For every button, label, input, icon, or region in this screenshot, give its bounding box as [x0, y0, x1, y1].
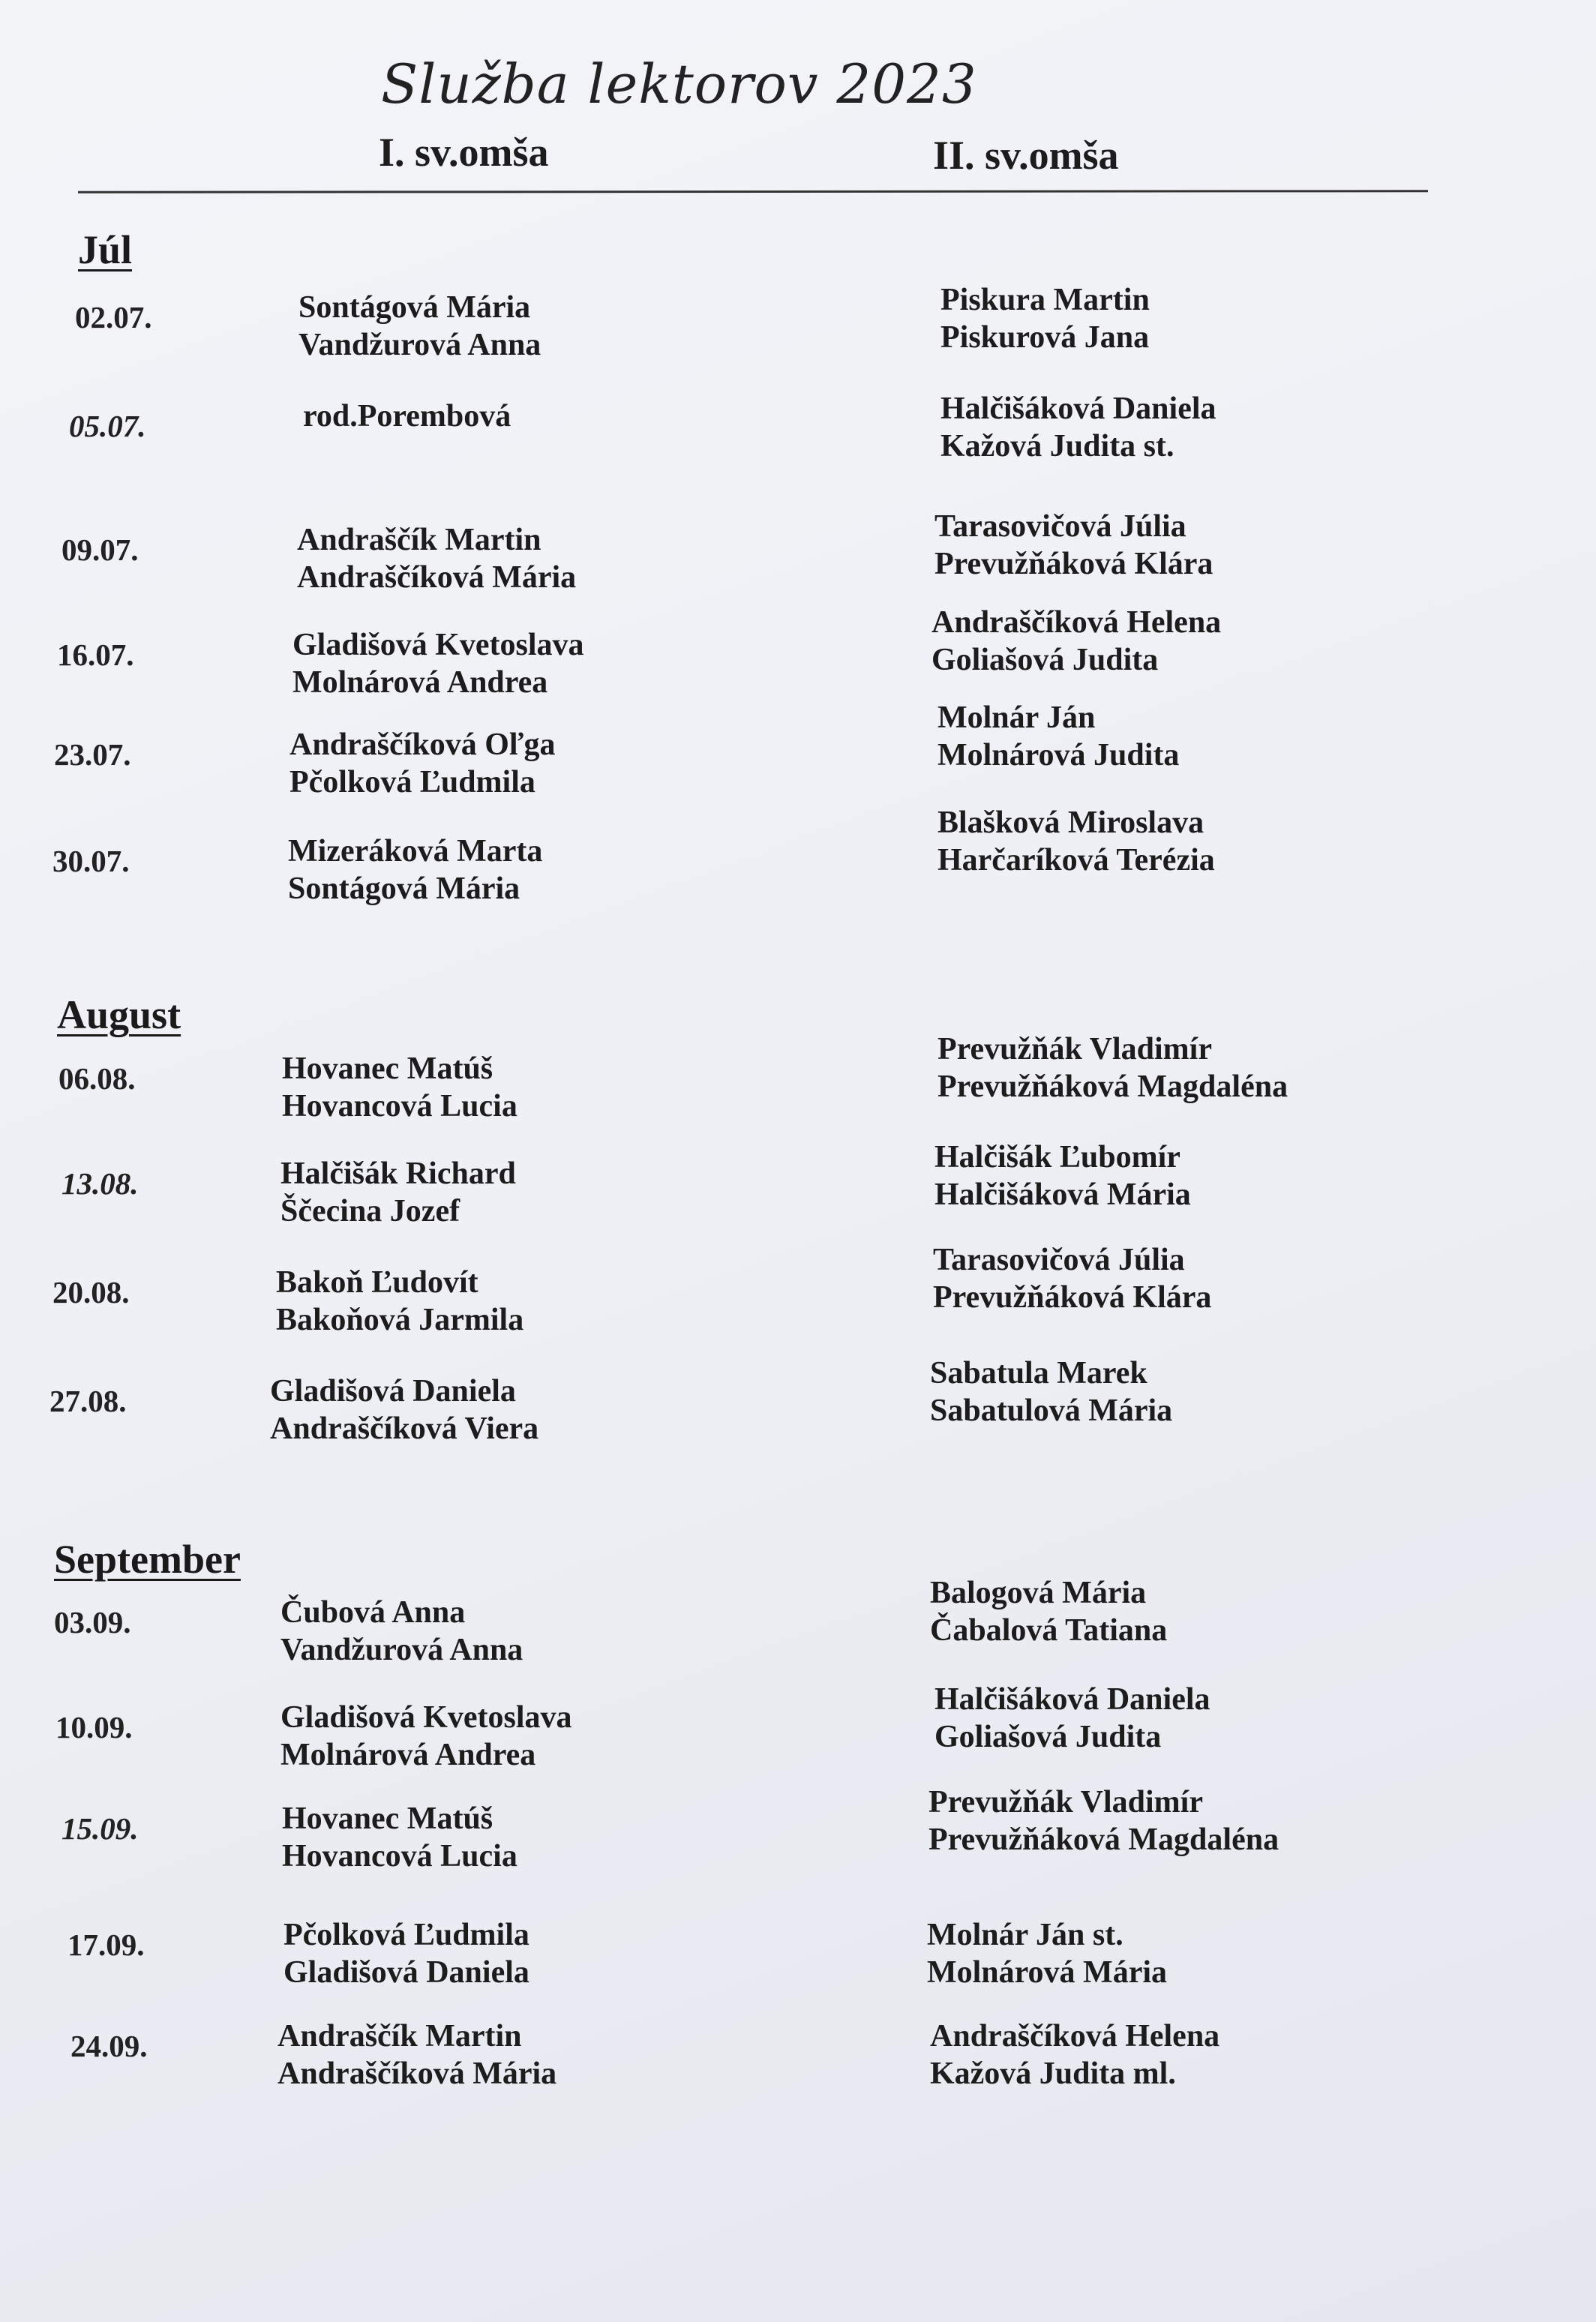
reader-name: Prevužňáková Magdaléna [928, 1822, 1280, 1857]
second-mass-readers [928, 1784, 1279, 1858]
reader-name: Hovanec Matúš [282, 1052, 494, 1086]
first-mass-readers [280, 1699, 572, 1774]
reader-name: Vandžurová Anna [298, 328, 542, 362]
reader-name: Molnár Ján st. [927, 1918, 1124, 1952]
reader-name: Prevužňák Vladimír [928, 1785, 1203, 1820]
page-title: Služba lektorov 2023 [381, 52, 977, 116]
column-header-first-mass: I. sv.omša [379, 130, 549, 175]
reader-name: Mizeráková Marta [288, 834, 543, 868]
reader-name: Bakoňová Jarmila [276, 1303, 524, 1337]
second-mass-readers [934, 508, 1213, 583]
reader-name: Hovancová Lucia [282, 1089, 518, 1124]
service-date: 13.08. [62, 1166, 139, 1201]
header-divider [78, 190, 1428, 194]
service-date: 05.07. [69, 409, 146, 443]
second-mass-readers [930, 1574, 1167, 1649]
month-heading: September [54, 1537, 241, 1582]
service-date: 09.07. [62, 532, 139, 567]
reader-name: Halčišák Richard [280, 1156, 516, 1191]
reader-name: Hovanec Matúš [282, 1802, 494, 1836]
service-date: 27.08. [50, 1384, 127, 1418]
reader-name: Halčišáková Daniela [934, 1682, 1210, 1717]
service-date: 23.07. [54, 737, 131, 772]
reader-name: Ščecina Jozef [280, 1194, 460, 1228]
reader-name: Tarasovičová Júlia [933, 1243, 1185, 1277]
second-mass-readers [938, 699, 1179, 774]
second-mass-readers [930, 2018, 1220, 2092]
reader-name: Kažová Judita ml. [930, 2056, 1176, 2091]
reader-name: Andraščík Martin [297, 523, 542, 557]
second-mass-readers [940, 281, 1150, 356]
second-mass-readers [932, 604, 1221, 679]
service-date: 06.08. [58, 1061, 136, 1096]
month-heading: Júl [78, 227, 133, 272]
reader-name: Tarasovičová Júlia [934, 509, 1186, 544]
second-mass-readers [938, 804, 1215, 879]
reader-name: Andraščíková Helena [930, 2019, 1220, 2054]
reader-name: rod.Porembová [303, 399, 512, 434]
first-mass-readers [280, 1155, 516, 1230]
reader-name: Halčišáková Daniela [940, 392, 1216, 426]
reader-name: Prevužňák Vladimír [938, 1032, 1212, 1066]
first-mass-readers [278, 2018, 556, 2092]
reader-name: Andraščíková Mária [278, 2056, 557, 2091]
reader-name: Halčišák Ľubomír [934, 1140, 1180, 1174]
reader-name: Gladišová Kvetoslava [280, 1700, 572, 1735]
second-mass-readers [927, 1916, 1167, 1991]
reader-name: Molnár Ján [938, 700, 1096, 735]
reader-name: Halčišáková Mária [934, 1178, 1191, 1212]
reader-name: Blašková Miroslava [938, 806, 1204, 840]
reader-name: Sabatulová Mária [930, 1394, 1173, 1428]
reader-name: Andraščíková Helena [932, 605, 1222, 640]
reader-name: Gladišová Daniela [270, 1374, 516, 1408]
reader-name: Prevužňáková Klára [933, 1280, 1212, 1315]
reader-name: Pčolková Ľudmila [284, 1918, 530, 1952]
reader-name: Andraščík Martin [278, 2019, 522, 2054]
reader-name: Gladišová Kvetoslava [292, 628, 584, 662]
service-date: 15.09. [62, 1811, 139, 1846]
month-heading: August [57, 992, 182, 1037]
reader-name: Andraščíková Viera [270, 1412, 539, 1446]
reader-name: Molnárová Mária [927, 1955, 1168, 1990]
column-header-second-mass: II. sv.omša [933, 133, 1119, 178]
reader-name: Prevužňáková Klára [934, 547, 1214, 581]
reader-name: Goliašová Judita [932, 643, 1159, 677]
reader-name: Andraščíková Oľga [290, 728, 556, 762]
first-mass-readers [276, 1264, 524, 1339]
first-mass-readers [280, 1594, 523, 1669]
reader-name: Piskura Martin [940, 283, 1150, 317]
second-mass-readers [933, 1241, 1211, 1316]
service-date: 10.09. [56, 1710, 133, 1744]
second-mass-readers [934, 1138, 1191, 1214]
reader-name: Sontágová Mária [288, 872, 520, 906]
service-date: 02.07. [75, 300, 152, 334]
reader-name: Harčaríková Terézia [938, 843, 1215, 878]
reader-name: Molnárová Judita [938, 738, 1180, 772]
service-date: 20.08. [52, 1275, 130, 1310]
first-mass-readers [290, 726, 556, 801]
service-date: 24.09. [70, 2029, 148, 2063]
first-mass-readers [270, 1372, 538, 1448]
reader-name: Sontágová Mária [298, 290, 531, 325]
reader-name: Sabatula Marek [930, 1356, 1148, 1390]
first-mass-readers [288, 832, 542, 908]
reader-name: Molnárová Andrea [292, 665, 548, 700]
service-date: 30.07. [52, 844, 130, 878]
reader-name: Andraščíková Mária [297, 560, 577, 595]
reader-name: Prevužňáková Magdaléna [938, 1070, 1288, 1104]
second-mass-readers [940, 390, 1216, 465]
second-mass-readers [938, 1030, 1288, 1106]
first-mass-readers [284, 1916, 530, 1991]
first-mass-readers [282, 1050, 518, 1125]
service-date: 16.07. [57, 638, 134, 672]
first-mass-readers [303, 398, 511, 435]
first-mass-readers [282, 1800, 518, 1875]
reader-name: Čabalová Tatiana [930, 1613, 1168, 1648]
reader-name: Pčolková Ľudmila [290, 765, 536, 800]
second-mass-readers [930, 1354, 1172, 1430]
reader-name: Vandžurová Anna [280, 1633, 524, 1667]
service-date: 03.09. [54, 1605, 131, 1640]
reader-name: Molnárová Andrea [280, 1738, 536, 1772]
reader-name: Hovancová Lucia [282, 1839, 518, 1874]
reader-name: Čubová Anna [280, 1595, 466, 1630]
reader-name: Gladišová Daniela [284, 1955, 530, 1990]
reader-name: Piskurová Jana [940, 320, 1150, 355]
second-mass-readers [934, 1681, 1210, 1756]
reader-name: Kažová Judita st. [940, 429, 1174, 464]
reader-name: Goliašová Judita [934, 1720, 1162, 1754]
reader-name: Balogová Mária [930, 1576, 1147, 1610]
first-mass-readers [292, 626, 584, 701]
first-mass-readers [297, 521, 576, 596]
reader-name: Bakoň Ľudovít [276, 1265, 478, 1300]
first-mass-readers [298, 289, 541, 364]
service-date: 17.09. [68, 1928, 145, 1962]
